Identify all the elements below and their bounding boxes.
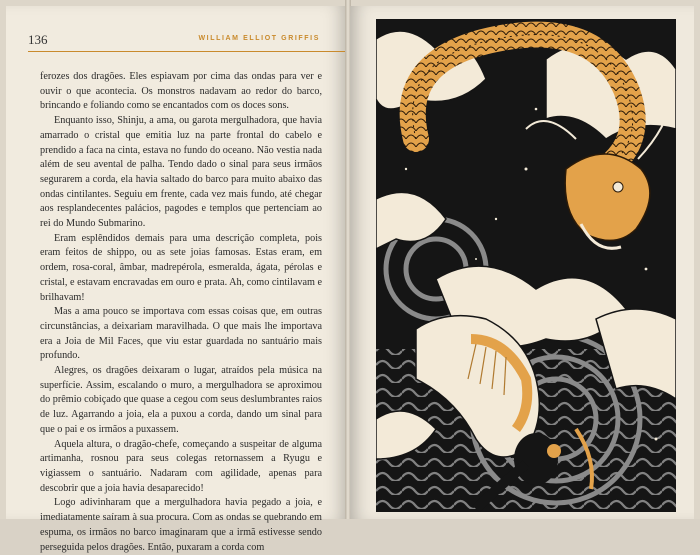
paragraph: Logo adivinharam que a mergulhadora havia pegado a joia, e imediatamente saíram à sua procura. Com as ondas se quebrando em espuma, os irmãos no barco imaginaram que a irmã estivesse sendo perseguida pelos dragões. Então, puxaram a corda com: [40, 497, 322, 553]
page-number: 136: [28, 32, 48, 47]
paragraph: Mas a ama pouco se importava com essas coisas que, em outras circunstâncias, a deixariam maravilhada. O que mais lhe importava era a Joia de Mil Faces, que viu estar guardada no santuário mais profundo.: [40, 306, 322, 362]
paragraph: Eram esplêndidos demais para uma descrição completa, pois eram feitos de shippo, ou as sete joias famosas. Estas eram, em ordem, rosa-coral, âmbar, madrepérola, esmeralda, ágata, pérolas e cristal, e estavam encravadas em ouro e prata. Ah, como cintilavam e brilhavam!: [40, 232, 322, 303]
paragraph: Alegres, os dragões deixaram o lugar, atraídos pela música na superfície. Assim, escalando o muro, a mergulhadora se aproximou do prêmio cobiçado que quase a cegou com seus deslumbrantes raios de luz. Agarrando a joia, ela a puxou a corda, dando um sinal para que o pai e os irmãos a puxassem.: [40, 365, 322, 435]
paragraph: Aquela altura, o dragão-chefe, começando a suspeitar de alguma artimanha, rosnou para seus colegas retornassem a Ryugu e vigiassem o santuário. Nadaram com agilidade, apenas para descobrir que a joia havia desaparecido!: [40, 438, 322, 494]
paragraph: Enquanto isso, Shinju, a ama, ou garota mergulhadora, que havia amarrado o cristal que emitia luz na parte frontal do cabelo e prendido a faca na cinta, estava no fundo do oceano. Não vestia nada além de seu avental de palha. Tendo dado o sinal para seus irmãos segurarem a corda, ela havia saltado do barco para muito abaixo das ondas cintilantes. Seguiu em frente, cada vez mais fundo, até chegar aos resplandecentes palácios, pagodes e templos que pertenciam ao rei do Mundo Submarino.: [40, 115, 322, 230]
body-text: [40, 70, 322, 555]
paragraph: ferozes dos dragões. Eles espiavam por cima das ondas para ver e ouvir o que acontecia. Os monstros nadavam ao redor do barco, brincando e foliando como se encantados com os doces sons.: [40, 71, 322, 112]
running-head-author: WILLIAM ELLIOT GRIFFIS: [198, 35, 320, 42]
header-rule: [28, 51, 352, 52]
dragon-and-diver-illustration: [376, 19, 676, 512]
page-header: [28, 32, 344, 52]
illustration-artwork: [376, 19, 676, 512]
